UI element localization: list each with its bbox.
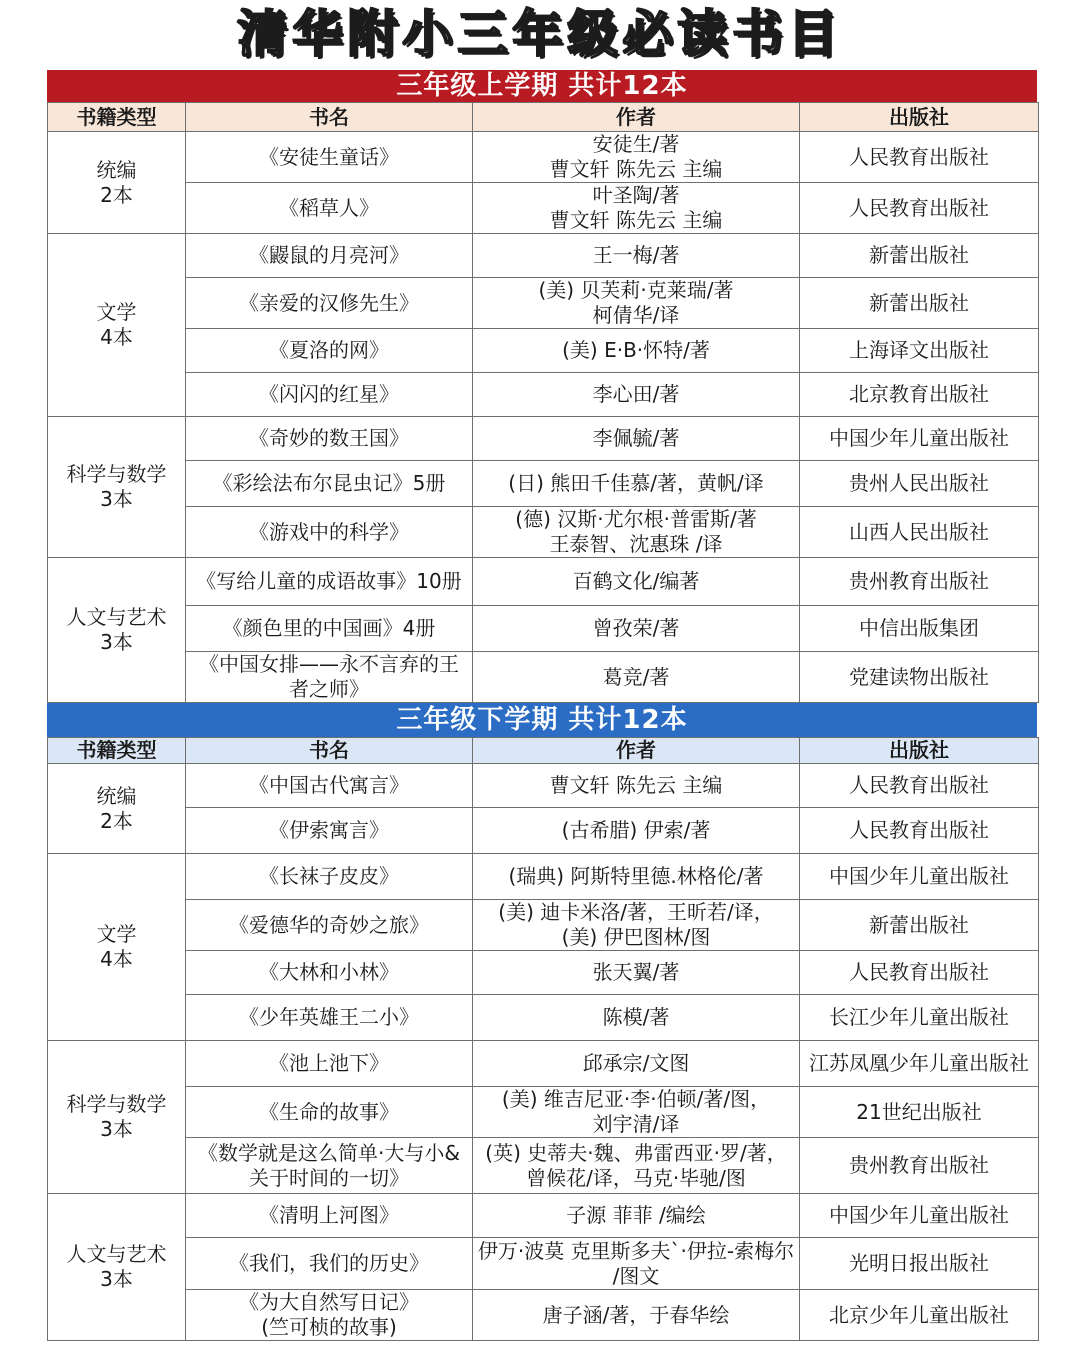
book-title-cell: 《稻草人》 (186, 183, 473, 234)
publisher-cell: 人民教育出版社 (800, 183, 1039, 234)
author-cell: 伊万·波莫 克里斯多夫`·伊拉-索梅尔 /图文 (473, 1238, 800, 1290)
col-header-title: 书名 (186, 103, 473, 132)
publisher-cell: 江苏凤凰少年儿童出版社 (800, 1041, 1039, 1087)
book-title-cell: 《颜色里的中国画》4册 (186, 606, 473, 652)
author-cell: 曹文轩 陈先云 主编 (473, 764, 800, 808)
table-row (48, 373, 1039, 417)
table-row (48, 329, 1039, 373)
author-cell: (美) E·B·怀特/著 (473, 329, 800, 373)
table-row (48, 1138, 1039, 1194)
table-row (48, 1041, 1039, 1087)
table-row (48, 132, 1039, 183)
publisher-cell: 党建读物出版社 (800, 652, 1039, 703)
table-row (48, 278, 1039, 329)
term1-table (47, 102, 1039, 703)
author-cell: 李佩毓/著 (473, 417, 800, 461)
author-cell: (瑞典) 阿斯特里德.林格伦/著 (473, 854, 800, 900)
term2-table (47, 737, 1039, 1341)
author-cell: 葛竞/著 (473, 652, 800, 703)
term1-header-row (48, 103, 1039, 132)
publisher-cell: 北京少年儿童出版社 (800, 1290, 1039, 1341)
category-cell: 科学与数学 3本 (48, 1041, 186, 1194)
publisher-cell: 中信出版集团 (800, 606, 1039, 652)
author-cell: (古希腊) 伊索/著 (473, 808, 800, 854)
publisher-cell: 人民教育出版社 (800, 951, 1039, 995)
author-cell: 百鹤文化/编著 (473, 558, 800, 606)
category-cell: 文学 4本 (48, 854, 186, 1041)
table-row (48, 652, 1039, 703)
category-cell: 统编 2本 (48, 132, 186, 234)
publisher-cell: 山西人民出版社 (800, 507, 1039, 558)
publisher-cell: 光明日报出版社 (800, 1238, 1039, 1290)
term2-heading: 三年级下学期 共计12本 (47, 703, 1037, 737)
book-title-cell: 《奇妙的数王国》 (186, 417, 473, 461)
book-title-cell: 《闪闪的红星》 (186, 373, 473, 417)
author-cell: (美) 贝芙莉·克莱瑞/著 柯倩华/译 (473, 278, 800, 329)
book-title-cell: 《彩绘法布尔昆虫记》5册 (186, 461, 473, 507)
publisher-cell: 贵州教育出版社 (800, 558, 1039, 606)
category-cell: 人文与艺术 3本 (48, 1194, 186, 1341)
book-title-cell: 《爱德华的奇妙之旅》 (186, 900, 473, 951)
author-cell: 唐子涵/著，于春华绘 (473, 1290, 800, 1341)
table-row (48, 1194, 1039, 1238)
table-row (48, 764, 1039, 808)
book-title-cell: 《写给儿童的成语故事》10册 (186, 558, 473, 606)
author-cell: 陈模/著 (473, 995, 800, 1041)
book-title-cell: 《为大自然写日记》 (竺可桢的故事) (186, 1290, 473, 1341)
table-row (48, 900, 1039, 951)
author-cell: 李心田/著 (473, 373, 800, 417)
book-title-cell: 《亲爱的汉修先生》 (186, 278, 473, 329)
table-row (48, 558, 1039, 606)
publisher-cell: 人民教育出版社 (800, 764, 1039, 808)
table-row (48, 234, 1039, 278)
category-cell: 文学 4本 (48, 234, 186, 417)
publisher-cell: 北京教育出版社 (800, 373, 1039, 417)
author-cell: 张天翼/著 (473, 951, 800, 995)
col-header-category: 书籍类型 (48, 738, 186, 764)
col-header-publisher: 出版社 (800, 103, 1039, 132)
book-title-cell: 《游戏中的科学》 (186, 507, 473, 558)
table-row (48, 951, 1039, 995)
category-cell: 统编 2本 (48, 764, 186, 854)
book-title-cell: 《夏洛的网》 (186, 329, 473, 373)
book-title-cell: 《中国女排——永不言弃的王 者之师》 (186, 652, 473, 703)
author-cell: (日) 熊田千佳慕/著，黄帆/译 (473, 461, 800, 507)
table-row (48, 183, 1039, 234)
publisher-cell: 新蕾出版社 (800, 278, 1039, 329)
col-header-author: 作者 (473, 738, 800, 764)
table-row (48, 808, 1039, 854)
publisher-cell: 长江少年儿童出版社 (800, 995, 1039, 1041)
book-title-cell: 《安徒生童话》 (186, 132, 473, 183)
publisher-cell: 人民教育出版社 (800, 132, 1039, 183)
book-title-cell: 《伊索寓言》 (186, 808, 473, 854)
category-cell: 科学与数学 3本 (48, 417, 186, 558)
book-title-cell: 《少年英雄王二小》 (186, 995, 473, 1041)
author-cell: 子源 菲菲 /编绘 (473, 1194, 800, 1238)
table-row (48, 507, 1039, 558)
table-row (48, 417, 1039, 461)
col-header-publisher: 出版社 (800, 738, 1039, 764)
col-header-title: 书名 (186, 738, 473, 764)
publisher-cell: 中国少年儿童出版社 (800, 417, 1039, 461)
book-title-cell: 《数学就是这么简单·大与小& 关于时间的一切》 (186, 1138, 473, 1194)
table-row (48, 1290, 1039, 1341)
publisher-cell: 贵州人民出版社 (800, 461, 1039, 507)
page-title: 清华附小三年级必读书目 (237, 5, 843, 63)
table-row (48, 1087, 1039, 1138)
col-header-category: 书籍类型 (48, 103, 186, 132)
publisher-cell: 人民教育出版社 (800, 808, 1039, 854)
book-title-cell: 《长袜子皮皮》 (186, 854, 473, 900)
table-row (48, 1238, 1039, 1290)
author-cell: 邱承宗/文图 (473, 1041, 800, 1087)
author-cell: (美) 迪卡米洛/著，王昕若/译， (美) 伊巴图林/图 (473, 900, 800, 951)
publisher-cell: 新蕾出版社 (800, 900, 1039, 951)
table-row (48, 606, 1039, 652)
col-header-author: 作者 (473, 103, 800, 132)
publisher-cell: 上海译文出版社 (800, 329, 1039, 373)
publisher-cell: 21世纪出版社 (800, 1087, 1039, 1138)
table-row (48, 461, 1039, 507)
category-cell: 人文与艺术 3本 (48, 558, 186, 703)
book-title-cell: 《鼹鼠的月亮河》 (186, 234, 473, 278)
publisher-cell: 新蕾出版社 (800, 234, 1039, 278)
term1-heading: 三年级上学期 共计12本 (47, 70, 1037, 102)
table-row (48, 995, 1039, 1041)
book-title-cell: 《我们，我们的历史》 (186, 1238, 473, 1290)
book-title-cell: 《池上池下》 (186, 1041, 473, 1087)
author-cell: (美) 维吉尼亚·李·伯顿/著/图， 刘宇清/译 (473, 1087, 800, 1138)
term2-header-row (48, 738, 1039, 764)
book-title-cell: 《生命的故事》 (186, 1087, 473, 1138)
author-cell: 叶圣陶/著 曹文轩 陈先云 主编 (473, 183, 800, 234)
book-title-cell: 《清明上河图》 (186, 1194, 473, 1238)
author-cell: 王一梅/著 (473, 234, 800, 278)
publisher-cell: 中国少年儿童出版社 (800, 854, 1039, 900)
publisher-cell: 中国少年儿童出版社 (800, 1194, 1039, 1238)
publisher-cell: 贵州教育出版社 (800, 1138, 1039, 1194)
book-title-cell: 《中国古代寓言》 (186, 764, 473, 808)
author-cell: 曾孜荣/著 (473, 606, 800, 652)
table-row (48, 854, 1039, 900)
book-title-cell: 《大林和小林》 (186, 951, 473, 995)
author-cell: 安徒生/著 曹文轩 陈先云 主编 (473, 132, 800, 183)
author-cell: (德) 汉斯·尤尔根·普雷斯/著 王泰智、沈惠珠 /译 (473, 507, 800, 558)
author-cell: (英) 史蒂夫·魏、弗雷西亚·罗/著， 曾候花/译，马克·毕驰/图 (473, 1138, 800, 1194)
